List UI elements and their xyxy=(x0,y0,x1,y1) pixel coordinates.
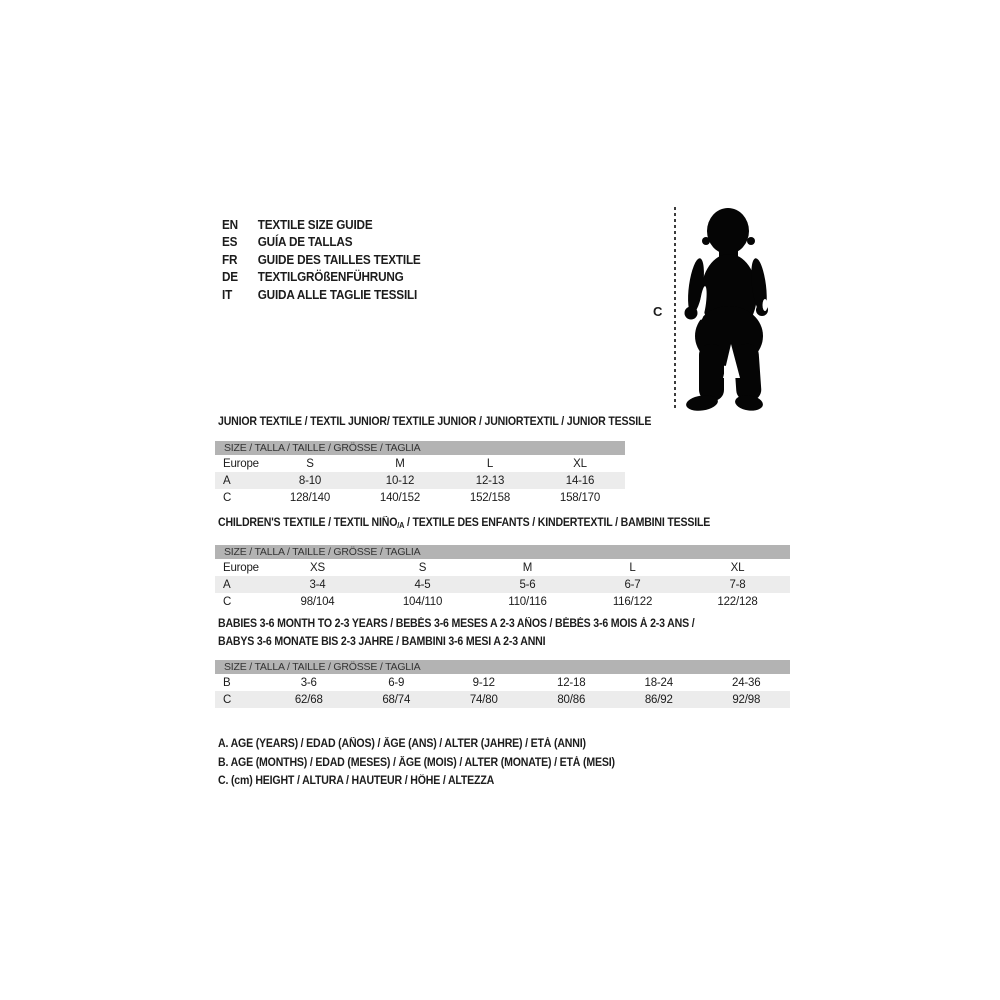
height-cell: 158/170 xyxy=(559,491,601,504)
age-cell: 3-4 xyxy=(309,578,326,591)
age-cell: 9-12 xyxy=(472,676,495,689)
table-row xyxy=(215,455,625,472)
babies-title-line2: BABYS 3-6 MONATE BIS 2-3 JAHRE / BAMBINI 3-6 MESI A 2-3 ANNI xyxy=(218,636,546,648)
legend-line-a: A. AGE (YEARS) / EDAD (AÑOS) / ÂGE (ANS) / ALTER (JAHRE) / ETÀ (ANNI) xyxy=(218,738,586,750)
language-label: TEXTILGRÖßENFÜHRUNG xyxy=(257,270,404,285)
height-cell: 128/140 xyxy=(289,491,331,504)
language-list xyxy=(222,216,433,304)
height-cell: 116/122 xyxy=(612,595,653,608)
language-row-en xyxy=(222,216,421,234)
language-label: TEXTILE SIZE GUIDE xyxy=(257,217,373,232)
row-label: B xyxy=(223,676,231,689)
language-code: DE xyxy=(222,270,238,285)
toddler-silhouette xyxy=(683,206,773,411)
height-cell: 152/158 xyxy=(469,491,511,504)
age-cell: 7-8 xyxy=(729,578,746,591)
row-label: A xyxy=(223,474,231,487)
babies-title-line1: BABIES 3-6 MONTH TO 2-3 YEARS / BEBÉS 3-6 MESES A 2-3 AÑOS / BÉBÉS 3-6 MOIS À 2-3 ANS / xyxy=(218,618,695,630)
row-label: Europe xyxy=(223,561,259,574)
age-cell: 12-13 xyxy=(475,474,505,487)
row-label: C xyxy=(223,693,232,706)
height-cell: 122/128 xyxy=(717,595,758,608)
height-measure-label: C xyxy=(653,304,663,319)
babies-table-title xyxy=(218,615,694,651)
language-label: GUIDE DES TAILLES TEXTILE xyxy=(257,252,421,267)
junior-size-table xyxy=(215,441,625,506)
language-label: GUÍA DE TALLAS xyxy=(257,235,353,250)
height-cell: 62/68 xyxy=(294,693,323,706)
age-cell: 6-7 xyxy=(624,578,641,591)
children-table-title xyxy=(218,517,710,532)
language-row-es xyxy=(222,234,421,252)
table-row xyxy=(215,559,790,576)
row-label: Europe xyxy=(223,457,259,470)
measurement-legend xyxy=(218,735,649,791)
age-cell: 12-18 xyxy=(557,676,586,689)
row-label: C xyxy=(223,595,232,608)
age-cell: 8-10 xyxy=(298,474,322,487)
height-cell: 140/152 xyxy=(379,491,421,504)
language-code: EN xyxy=(222,217,238,232)
age-cell: 10-12 xyxy=(385,474,415,487)
size-header-bar: SIZE / TALLA / TAILLE / GRÖSSE / TAGLIA xyxy=(215,660,790,674)
size-cell: L xyxy=(629,561,636,574)
table-row xyxy=(215,472,625,489)
language-row-it xyxy=(222,286,421,304)
title-text: / TEXTILE DES ENFANTS / KINDERTEXTIL / BAMBINI TESSILE xyxy=(404,517,711,529)
height-cell: 98/104 xyxy=(300,595,335,608)
height-cell: 80/86 xyxy=(557,693,586,706)
size-header-bar: SIZE / TALLA / TAILLE / GRÖSSE / TAGLIA xyxy=(215,545,790,559)
table-row xyxy=(215,674,790,691)
size-cell: L xyxy=(486,457,494,470)
table-row xyxy=(215,489,625,506)
babies-size-table xyxy=(215,660,790,708)
language-row-fr xyxy=(222,251,421,269)
height-cell: 110/116 xyxy=(508,595,547,608)
size-cell: M xyxy=(522,561,533,574)
row-label: C xyxy=(223,491,232,504)
size-cell: XS xyxy=(310,561,325,574)
language-code: IT xyxy=(222,287,233,302)
age-cell: 4-5 xyxy=(414,578,431,591)
size-cell: M xyxy=(395,457,405,470)
legend-line-c: C. (cm) HEIGHT / ALTURA / HAUTEUR / HÖHE / ALTEZZA xyxy=(218,775,495,787)
title-subscript: /A xyxy=(397,521,405,530)
height-cell: 92/98 xyxy=(732,693,761,706)
height-cell: 74/80 xyxy=(469,693,498,706)
age-cell: 3-6 xyxy=(300,676,317,689)
size-cell: XL xyxy=(573,457,587,470)
size-cell: S xyxy=(418,561,427,574)
height-cell: 104/110 xyxy=(402,595,443,608)
size-header-bar: SIZE / TALLA / TAILLE / GRÖSSE / TAGLIA xyxy=(215,441,625,455)
language-code: FR xyxy=(222,252,238,267)
table-row xyxy=(215,593,790,610)
age-cell: 18-24 xyxy=(644,676,673,689)
height-cell: 86/92 xyxy=(644,693,673,706)
age-cell: 5-6 xyxy=(519,578,536,591)
age-cell: 14-16 xyxy=(565,474,595,487)
size-cell: XL xyxy=(730,561,745,574)
height-measure-dashed-line xyxy=(674,207,676,409)
legend-line-b: B. AGE (MONTHS) / EDAD (MESES) / ÂGE (MOIS) / ALTER (MONATE) / ETÀ (MESI) xyxy=(218,756,615,769)
language-code: ES xyxy=(222,235,238,250)
age-cell: 24-36 xyxy=(732,676,761,689)
title-text: CHILDREN'S TEXTILE / TEXTIL NIÑO xyxy=(218,517,398,529)
row-label: A xyxy=(223,578,231,591)
height-cell: 68/74 xyxy=(382,693,411,706)
language-row-de xyxy=(222,269,421,287)
size-cell: S xyxy=(306,457,314,470)
table-row xyxy=(215,691,790,708)
children-size-table xyxy=(215,545,790,610)
table-row xyxy=(215,576,790,593)
age-cell: 6-9 xyxy=(388,676,405,689)
language-label: GUIDA ALLE TAGLIE TESSILI xyxy=(257,287,418,302)
junior-table-title: JUNIOR TEXTILE / TEXTIL JUNIOR/ TEXTILE JUNIOR / JUNIORTEXTIL / JUNIOR TESSILE xyxy=(218,416,652,428)
